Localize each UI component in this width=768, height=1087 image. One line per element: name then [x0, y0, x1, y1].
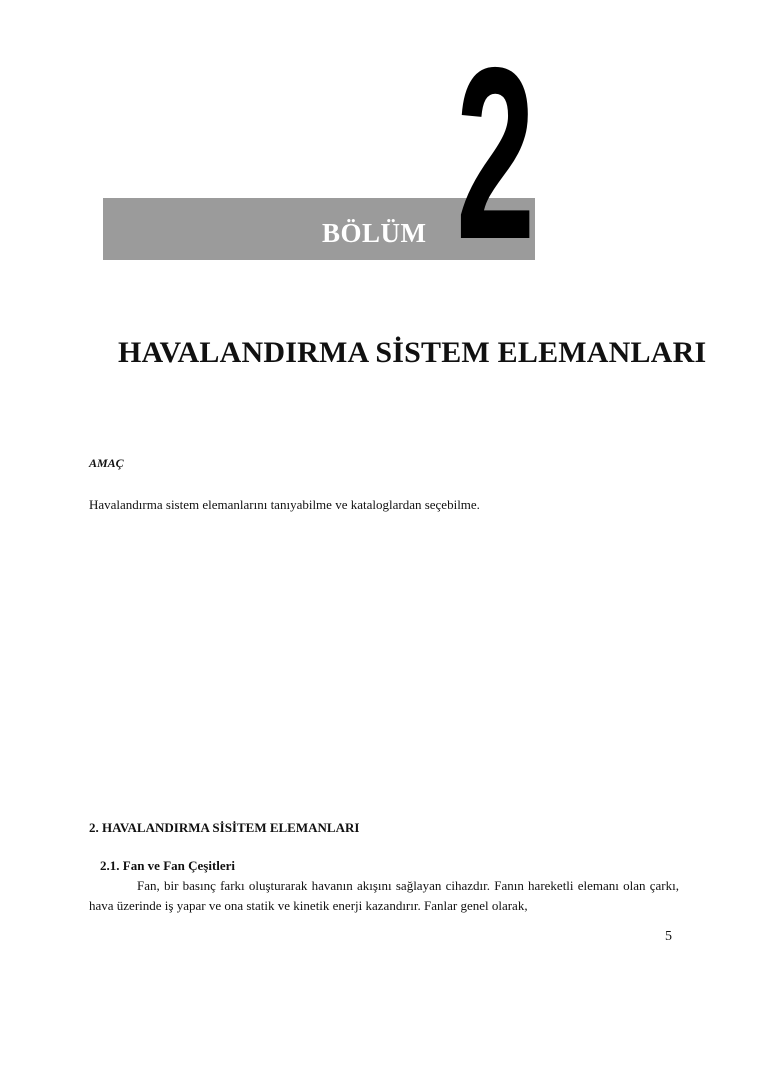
subsection-heading: 2.1. Fan ve Fan Çeşitleri: [100, 858, 236, 873]
page-number: 5: [665, 929, 672, 944]
section-heading: 2. HAVALANDIRMA SİSİTEM ELEMANLARI: [89, 820, 360, 835]
aim-label: AMAÇ: [89, 456, 124, 470]
chapter-label: BÖLÜM: [322, 218, 427, 248]
chapter-number: 2: [456, 16, 536, 290]
body-paragraph: Fan, bir basınç farkı oluşturarak havanın akışını sağlayan cihazdır. Fanın hareketli elemanı olan çarkı, hava üzerinde iş yapar ve ona statik ve kinetik enerji kazandırır. Fanlar genel olarak,: [89, 878, 679, 913]
aim-text: Havalandırma sistem elemanlarını tanıyabilme ve kataloglardan seçebilme.: [89, 497, 480, 512]
chapter-title: HAVALANDIRMA SİSTEM ELEMANLARI: [118, 336, 707, 369]
